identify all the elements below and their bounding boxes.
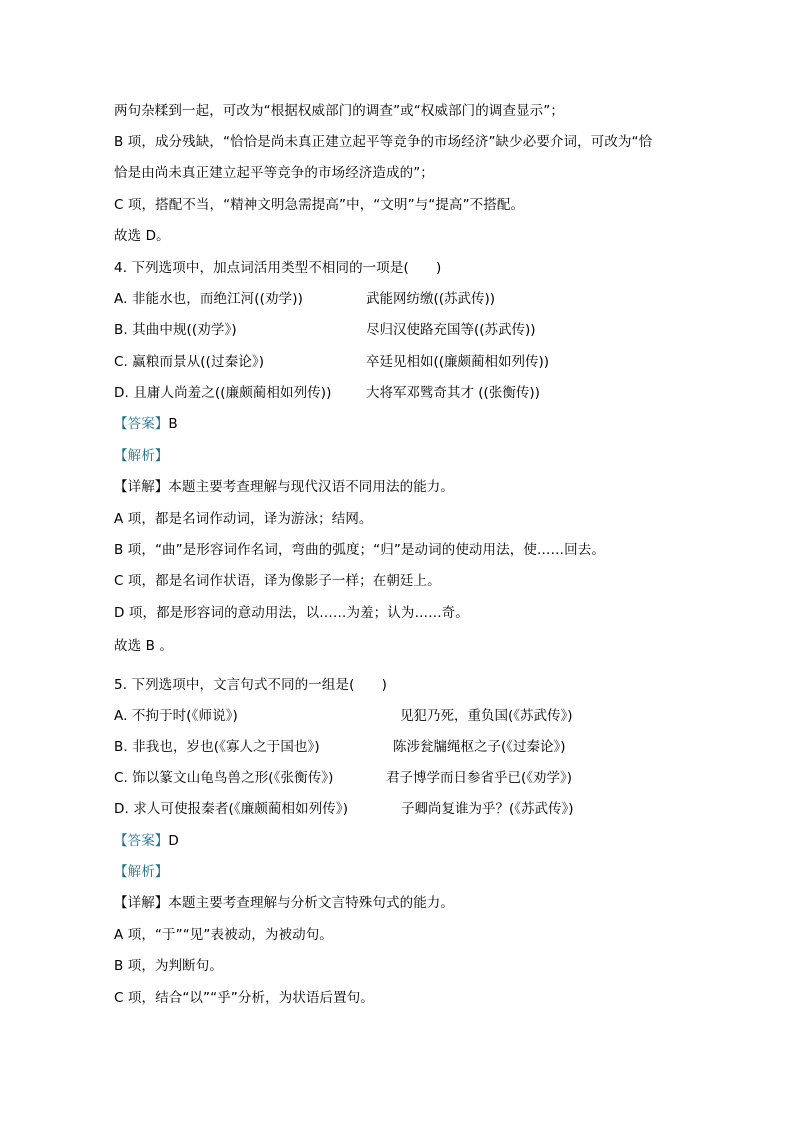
prev-explain-line-3: 恰是由尚未真正建立起平等竞争的市场经济造成的”；: [114, 165, 434, 181]
q5-option-b-left: B. 非我也，岁也(《寡人之于国也》): [114, 739, 320, 755]
q5-detail-row: [114, 894, 454, 912]
q4-analysis-label: [114, 447, 168, 465]
q5-option-a-right: 见犯乃死，重负国(《苏武传》): [400, 708, 573, 724]
q5-option-c-right: 君子博学而日参省乎已(《劝学》): [386, 770, 573, 786]
q4-detail-row: [114, 478, 454, 496]
q5-explain-c: C 项，结合“以”“乎”分析，为状语后置句。: [114, 990, 374, 1006]
q5-explain-a: A 项，“于”“见”表被动，为被动句。: [114, 927, 333, 943]
q5-option-d-left: D. 求人可使报秦者(《廉颇蔺相如列传》): [114, 801, 349, 817]
prev-explain-line-5: 故选 D。: [114, 228, 170, 244]
q5-answer-label: 【答案】: [114, 833, 169, 849]
q4-option-b-right: 尽归汉使路充国等((苏武传)): [366, 322, 536, 338]
q5-detail-label: 【详解】: [114, 895, 169, 911]
q4-explain-a: A 项，都是名词作动词，译为游泳；结网。: [114, 511, 373, 527]
q5-answer-row: [114, 832, 179, 850]
prev-explain-line-2: B 项，成分残缺，“恰恰是尚未真正建立起平等竞争的市场经济”缺少必要介词，可改为“恰: [114, 134, 653, 150]
q5-explain-b: B 项，为判断句。: [114, 958, 223, 974]
q5-answer-value: D: [168, 833, 179, 849]
q4-analysis-tag: 【解析】: [114, 448, 169, 464]
q5-stem: 5. 下列选项中，文言句式不同的一组是( ): [114, 677, 388, 693]
q4-option-a-left: A. 非能水也，而绝江河((劝学)): [114, 291, 303, 307]
q4-answer-value: B: [168, 416, 178, 432]
q4-option-a-right: 武能网纺缴((苏武传)): [366, 291, 496, 307]
q5-detail-text: 本题主要考查理解与分析文言特殊句式的能力。: [168, 895, 455, 911]
q4-option-d-left: D. 且庸人尚羞之((廉颇蔺相如列传)): [114, 385, 332, 401]
q4-conclusion: 故选 B 。: [114, 638, 173, 654]
q4-answer-row: [114, 415, 178, 433]
prev-explain-line-4: C 项，搭配不当，“精神文明急需提高”中，“文明”与“提高”不搭配。: [114, 197, 525, 213]
q5-analysis-tag: 【解析】: [114, 864, 169, 880]
q4-explain-c: C 项，都是名词作状语，译为像影子一样；在朝廷上。: [114, 573, 441, 589]
q5-option-a-left: A. 不拘于时(《师说》): [114, 708, 238, 724]
q4-explain-d: D 项，都是形容词的意动用法，以……为羞；认为……奇。: [114, 605, 469, 621]
q4-option-c-left: C. 赢粮而景从((过秦论》): [114, 354, 265, 370]
q4-option-b-left: B. 其曲中规((劝学》): [114, 322, 237, 338]
q5-analysis-label: [114, 863, 168, 881]
q5-option-c-left: C. 饰以篆文山龟鸟兽之形(《张衡传》): [114, 770, 334, 786]
q4-explain-b: B 项，“曲”是形容词作名词，弯曲的弧度；“归”是动词的使动用法，使……回去。: [114, 542, 605, 558]
q4-detail-label: 【详解】: [114, 479, 169, 495]
q4-answer-label: 【答案】: [114, 416, 169, 432]
q4-option-d-right: 大将军邓骘奇其才 ((张衡传)): [366, 385, 540, 401]
q5-option-d-right: 子卿尚复谁为乎？(《苏武传》): [401, 801, 574, 817]
prev-explain-line-1: 两句杂糅到一起，可改为“根据权威部门的调查”或“权威部门的调查显示”；: [114, 103, 564, 119]
q4-option-c-right: 卒廷见相如((廉颇蔺相如列传)): [366, 354, 550, 370]
q4-stem: 4. 下列选项中，加点词活用类型不相同的一项是( ): [114, 260, 442, 276]
q4-detail-text: 本题主要考查理解与现代汉语不同用法的能力。: [168, 479, 455, 495]
q5-option-b-right: 陈涉瓮牖绳枢之子(《过秦论》): [393, 739, 566, 755]
